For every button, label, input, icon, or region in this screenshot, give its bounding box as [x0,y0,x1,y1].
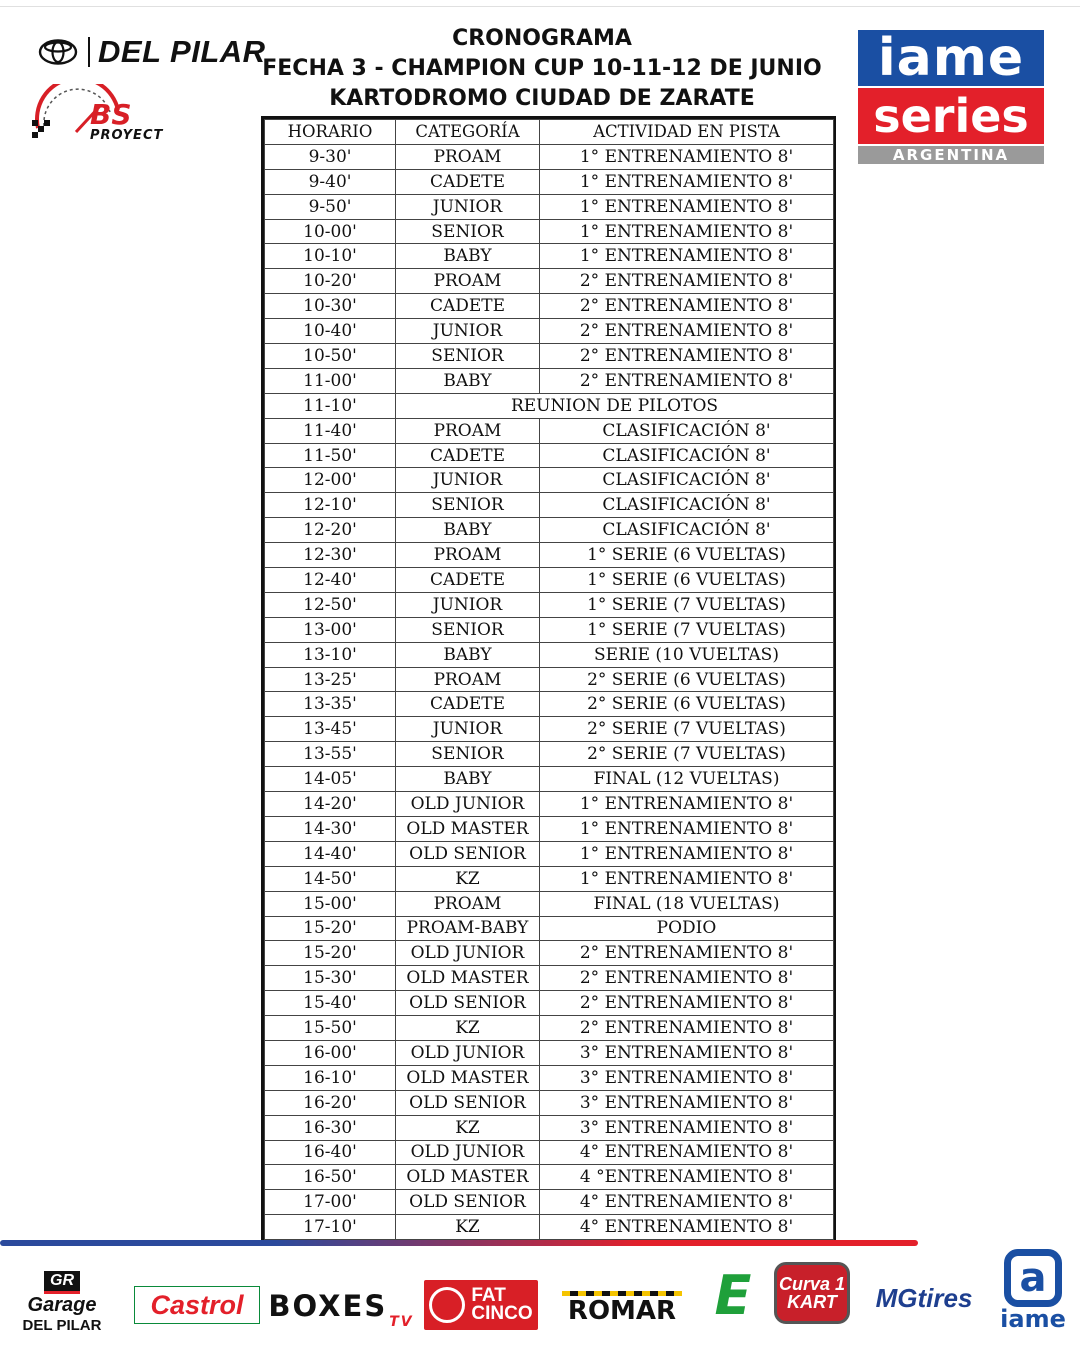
table-row [265,1090,834,1115]
page-title: CRONOGRAMA [452,26,632,51]
cell-actividad: 1° ENTRENAMIENTO 8' [540,244,834,269]
cell-actividad: 1° ENTRENAMIENTO 8' [540,169,834,194]
cell-categoria: OLD MASTER [396,816,540,841]
cell-actividad: 1° ENTRENAMIENTO 8' [540,144,834,169]
cell-horario: 14-40' [265,841,396,866]
cell-actividad: 1° SERIE (6 VUELTAS) [540,543,834,568]
table-row [265,816,834,841]
schedule-body [265,144,834,1239]
cell-actividad: 2° ENTRENAMIENTO 8' [540,941,834,966]
cell-categoria: BABY [396,518,540,543]
garage-text: Garage [27,1293,97,1316]
toyota-del-pilar-logo [38,34,266,70]
cell-categoria: BABY [396,244,540,269]
kart-e-text: E [714,1263,752,1327]
cell-horario: 10-10' [265,244,396,269]
cell-horario: 15-20' [265,941,396,966]
cell-categoria: SENIOR [396,219,540,244]
cell-categoria: OLD JUNIOR [396,1040,540,1065]
table-row [265,941,834,966]
table-row [265,617,834,642]
iame-footer-logo [998,1242,1068,1338]
table-row [265,144,834,169]
cell-horario: 16-00' [265,1040,396,1065]
table-row [265,866,834,891]
cell-categoria: OLD SENIOR [396,841,540,866]
cell-categoria: PROAM [396,667,540,692]
cell-categoria: PROAM [396,418,540,443]
cell-actividad: 4 °ENTRENAMIENTO 8' [540,1165,834,1190]
cell-actividad: PODIO [540,916,834,941]
cell-categoria: PROAM [396,269,540,294]
bs-proyect-logo [30,84,200,148]
series-logo-text: series [858,88,1044,144]
column-header-categoria: CATEGORÍA [396,120,540,145]
garage-del-pilar-text: DEL PILAR [22,1316,102,1334]
cell-horario: 10-50' [265,344,396,369]
top-divider [0,6,1080,7]
column-header-actividad: ACTIVIDAD EN PISTA [540,120,834,145]
table-row [265,319,834,344]
curva-1-kart-logo [774,1262,850,1324]
castrol-logo [134,1286,260,1324]
iame-logo-text: iame [858,30,1044,86]
cell-categoria: BABY [396,368,540,393]
cell-actividad: 1° ENTRENAMIENTO 8' [540,219,834,244]
cell-horario: 13-10' [265,642,396,667]
schedule-header [262,24,822,114]
gr-garage-del-pilar-logo [12,1266,112,1338]
cell-actividad: 3° ENTRENAMIENTO 8' [540,1065,834,1090]
bs-text: BS [90,98,132,131]
cell-horario: 10-20' [265,269,396,294]
cell-actividad: 4° ENTRENAMIENTO 8' [540,1140,834,1165]
cell-horario: 16-30' [265,1115,396,1140]
cell-actividad: 3° ENTRENAMIENTO 8' [540,1090,834,1115]
cell-actividad: 1° ENTRENAMIENTO 8' [540,194,834,219]
cell-horario: 15-00' [265,891,396,916]
cell-horario: 13-25' [265,667,396,692]
cell-horario: 12-50' [265,592,396,617]
cell-actividad: 2° ENTRENAMIENTO 8' [540,269,834,294]
del-pilar-text: DEL PILAR [98,34,266,69]
cell-actividad: FINAL (18 VUELTAS) [540,891,834,916]
cell-categoria: KZ [396,1115,540,1140]
cell-categoria: SENIOR [396,617,540,642]
table-row [265,991,834,1016]
mgtires-logo [862,1276,986,1320]
cell-actividad: FINAL (12 VUELTAS) [540,767,834,792]
cell-horario: 9-50' [265,194,396,219]
table-row [265,543,834,568]
iame-word: iame [1000,1305,1066,1333]
cell-categoria: JUNIOR [396,194,540,219]
cell-categoria: CADETE [396,692,540,717]
table-row [265,792,834,817]
cell-horario: 10-00' [265,219,396,244]
cell-categoria: OLD MASTER [396,966,540,991]
venue-title: KARTODROMO CIUDAD DE ZARATE [329,86,755,111]
table-row [265,1165,834,1190]
table-row [265,468,834,493]
cell-actividad: 2° ENTRENAMIENTO 8' [540,966,834,991]
table-row [265,393,834,418]
cell-actividad: 2° ENTRENAMIENTO 8' [540,344,834,369]
table-row [265,244,834,269]
cell-categoria: PROAM-BABY [396,916,540,941]
cell-categoria: OLD JUNIOR [396,792,540,817]
cell-actividad: 1° ENTRENAMIENTO 8' [540,841,834,866]
cell-horario: 15-50' [265,1016,396,1041]
cell-horario: 12-40' [265,568,396,593]
cell-actividad: 2° SERIE (6 VUELTAS) [540,667,834,692]
table-row [265,742,834,767]
cell-horario: 16-50' [265,1165,396,1190]
mg-text: MG [875,1282,918,1313]
cell-categoria: SENIOR [396,493,540,518]
iame-series-logo [858,30,1044,164]
cell-actividad: 2° SERIE (7 VUELTAS) [540,742,834,767]
cell-horario: 10-40' [265,319,396,344]
boxes-tv-logo [268,1282,414,1330]
table-row [265,493,834,518]
fat-cinco-logo [424,1280,538,1330]
romar-logo [560,1286,684,1330]
table-row [265,568,834,593]
table-row [265,692,834,717]
table-row [265,269,834,294]
cell-categoria: OLD MASTER [396,1165,540,1190]
cell-categoria: JUNIOR [396,717,540,742]
cell-horario: 13-45' [265,717,396,742]
cell-actividad: 1° SERIE (6 VUELTAS) [540,568,834,593]
cell-actividad: 2° SERIE (7 VUELTAS) [540,717,834,742]
cell-horario: 17-10' [265,1215,396,1240]
cell-categoria: SENIOR [396,344,540,369]
cell-horario: 16-10' [265,1065,396,1090]
cell-horario: 12-20' [265,518,396,543]
cell-actividad: CLASIFICACIÓN 8' [540,418,834,443]
cell-categoria: OLD SENIOR [396,1190,540,1215]
gr-badge: GR [44,1271,80,1294]
table-row [265,767,834,792]
cell-actividad: 2° ENTRENAMIENTO 8' [540,1016,834,1041]
cell-horario: 11-10' [265,393,396,418]
table-row [265,418,834,443]
cell-actividad: 1° ENTRENAMIENTO 8' [540,792,834,817]
cell-categoria: OLD JUNIOR [396,941,540,966]
cell-categoria: JUNIOR [396,319,540,344]
table-row [265,717,834,742]
fat-cinco-emblem-icon [429,1287,465,1323]
table-row [265,169,834,194]
proyect-text: PROYECT [90,128,164,143]
cell-categoria: KZ [396,1016,540,1041]
curva-text: Curva 1 [778,1274,846,1294]
cell-categoria: OLD SENIOR [396,991,540,1016]
table-row [265,518,834,543]
cell-horario: 12-30' [265,543,396,568]
table-row [265,194,834,219]
cell-horario: 10-30' [265,294,396,319]
cell-actividad: 3° ENTRENAMIENTO 8' [540,1040,834,1065]
cell-actividad: 2° ENTRENAMIENTO 8' [540,368,834,393]
cell-actividad: 2° ENTRENAMIENTO 8' [540,991,834,1016]
cell-categoria: BABY [396,767,540,792]
cell-actividad: CLASIFICACIÓN 8' [540,518,834,543]
cell-categoria: KZ [396,866,540,891]
cell-horario: 14-50' [265,866,396,891]
cell-actividad: 2° ENTRENAMIENTO 8' [540,319,834,344]
cell-horario: 16-40' [265,1140,396,1165]
table-row [265,219,834,244]
cell-horario: 14-20' [265,792,396,817]
cell-actividad: 1° SERIE (7 VUELTAS) [540,617,834,642]
cell-horario: 17-00' [265,1190,396,1215]
table-row [265,891,834,916]
cell-horario: 13-35' [265,692,396,717]
cell-actividad: 2° SERIE (6 VUELTAS) [540,692,834,717]
cell-categoria: CADETE [396,294,540,319]
table-row [265,1215,834,1240]
cell-actividad: 3° ENTRENAMIENTO 8' [540,1115,834,1140]
table-row [265,1190,834,1215]
cell-horario: 11-40' [265,418,396,443]
cell-horario: 11-00' [265,368,396,393]
cell-categoria: CADETE [396,568,540,593]
fat-text: FAT [471,1285,506,1306]
cell-actividad: CLASIFICACIÓN 8' [540,468,834,493]
table-row [265,667,834,692]
cell-horario: 14-05' [265,767,396,792]
cell-categoria: CADETE [396,169,540,194]
table-row [265,443,834,468]
cell-horario: 14-30' [265,816,396,841]
cell-categoria: JUNIOR [396,468,540,493]
iame-mark-icon: a [1004,1249,1062,1307]
cell-categoria: JUNIOR [396,592,540,617]
table-row [265,368,834,393]
boxes-tv-text: TV [389,1314,414,1330]
table-row [265,966,834,991]
kart-e-logo [702,1263,764,1327]
cell-actividad: SERIE (10 VUELTAS) [540,642,834,667]
cell-actividad: 4° ENTRENAMIENTO 8' [540,1190,834,1215]
argentina-logo-text: ARGENTINA [858,146,1044,164]
cell-categoria: OLD JUNIOR [396,1140,540,1165]
cell-categoria: OLD MASTER [396,1065,540,1090]
table-row [265,1140,834,1165]
cell-categoria: PROAM [396,891,540,916]
schedule-table [261,116,836,1243]
cell-categoria: SENIOR [396,742,540,767]
column-header-horario: HORARIO [265,120,396,145]
cell-actividad: CLASIFICACIÓN 8' [540,493,834,518]
cell-actividad: CLASIFICACIÓN 8' [540,443,834,468]
cell-horario: 11-50' [265,443,396,468]
cell-horario: 15-40' [265,991,396,1016]
table-row [265,1040,834,1065]
cell-horario: 15-20' [265,916,396,941]
cell-actividad: 2° ENTRENAMIENTO 8' [540,294,834,319]
cell-horario: 13-55' [265,742,396,767]
cell-categoria: KZ [396,1215,540,1240]
cell-categoria: OLD SENIOR [396,1090,540,1115]
table-row [265,592,834,617]
table-row [265,841,834,866]
cell-actividad: 1° ENTRENAMIENTO 8' [540,866,834,891]
cell-actividad: 4° ENTRENAMIENTO 8' [540,1215,834,1240]
table-row [265,642,834,667]
cell-categoria: BABY [396,642,540,667]
table-header-row [265,120,834,145]
cell-horario: 9-40' [265,169,396,194]
fat-cinco-wordmark [471,1287,532,1323]
table-row [265,294,834,319]
cell-horario: 13-00' [265,617,396,642]
cinco-text: CINCO [471,1303,533,1324]
castrol-text: Castrol [150,1289,244,1320]
cell-categoria: CADETE [396,443,540,468]
toyota-emblem-icon [38,39,78,65]
boxes-text: BOXES [268,1289,388,1323]
table-row [265,1065,834,1090]
cell-horario: 12-10' [265,493,396,518]
event-title: FECHA 3 - CHAMPION CUP 10-11-12 DE JUNIO [262,56,822,81]
footer-stripe [0,1240,918,1246]
cell-actividad: 1° SERIE (7 VUELTAS) [540,592,834,617]
logo-separator [88,37,90,67]
cell-horario: 9-30' [265,144,396,169]
cell-actividad: REUNION DE PILOTOS [396,393,834,418]
romar-text: ROMAR [567,1295,677,1326]
tires-text: tires [917,1282,973,1313]
cell-horario: 12-00' [265,468,396,493]
table-row [265,916,834,941]
cell-horario: 16-20' [265,1090,396,1115]
cell-categoria: PROAM [396,144,540,169]
cell-categoria: PROAM [396,543,540,568]
table-row [265,344,834,369]
cell-horario: 15-30' [265,966,396,991]
table-row [265,1016,834,1041]
cell-actividad: 1° ENTRENAMIENTO 8' [540,816,834,841]
curva-kart-text: KART [787,1292,837,1312]
table-row [265,1115,834,1140]
